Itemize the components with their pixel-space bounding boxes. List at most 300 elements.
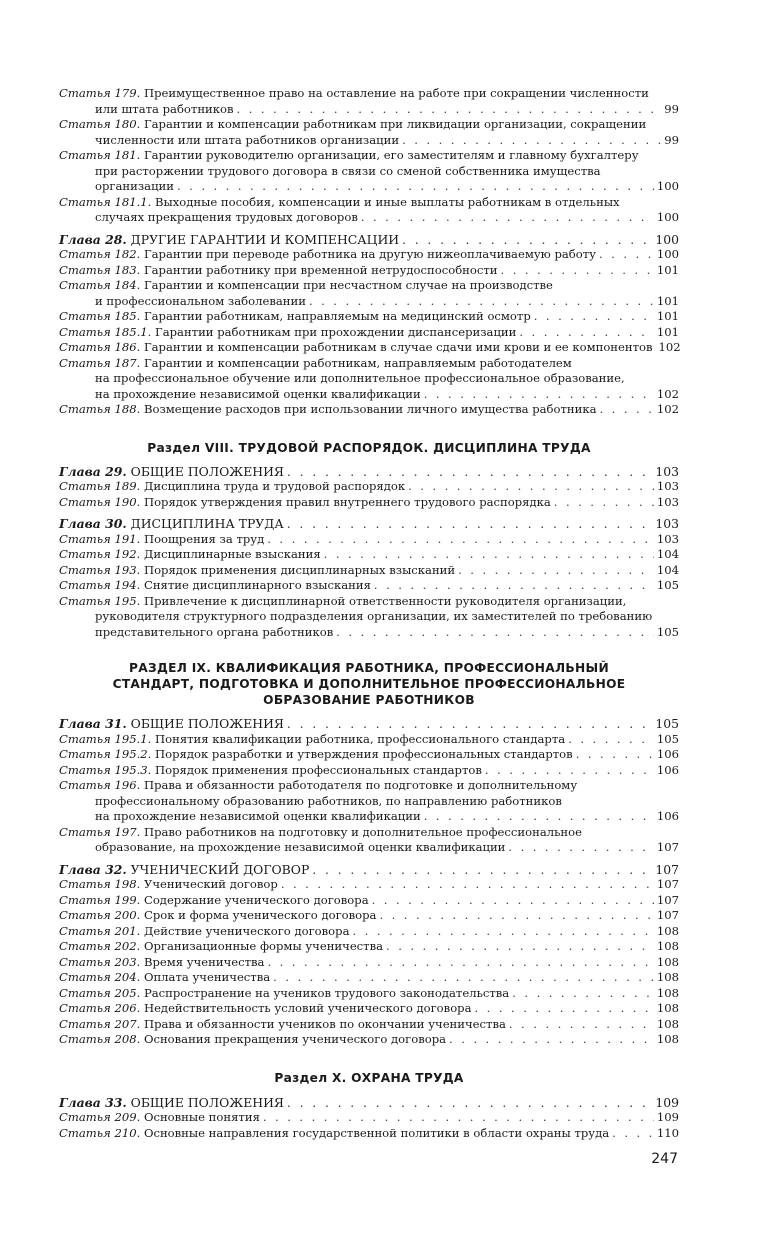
toc-line-text-wrap: [59, 563, 455, 579]
article-title: и профессиональном заболевании: [95, 293, 306, 308]
chapter-label: Глава 31.: [59, 716, 127, 731]
toc-entry-line: [59, 862, 679, 878]
toc-page-number: 101: [656, 293, 679, 308]
chapter-title: УЧЕНИЧЕСКИЙ ДОГОВОР: [130, 861, 310, 877]
toc-entry-line: [59, 102, 679, 118]
toc-entry-line: [59, 924, 679, 940]
toc-line-text-wrap: [59, 594, 626, 608]
toc-entry-line: [59, 986, 679, 1002]
toc-article-entry[interactable]: [59, 547, 679, 563]
toc-article-entry[interactable]: [59, 325, 679, 341]
toc-page-number: 101: [656, 309, 679, 323]
toc-article-entry[interactable]: [59, 1110, 679, 1126]
toc-entry-line: [59, 594, 679, 610]
toc-entry-line: [59, 340, 679, 356]
toc-article-entry[interactable]: [59, 402, 679, 418]
article-title: численности или штата работников организации: [95, 132, 400, 147]
toc-entry-line: [59, 609, 679, 625]
toc-article-entry[interactable]: [59, 939, 679, 955]
toc-page-number: 104: [656, 547, 679, 561]
article-label: Статья 179.: [59, 86, 141, 100]
toc-article-entry[interactable]: [59, 263, 679, 279]
article-label: Статья 195.: [59, 593, 141, 608]
article-label: Статья 204.: [59, 970, 141, 984]
dot-leader: [512, 986, 654, 1002]
article-label: Статья 181.1.: [59, 194, 152, 209]
toc-line-text-wrap: [59, 278, 553, 292]
toc-page-number: 101: [656, 324, 679, 339]
article-label: Статья 185.1.: [59, 324, 152, 339]
toc-page-number: 102: [656, 402, 679, 416]
article-label: Статья 180.: [59, 117, 141, 131]
toc-entry-line: [59, 532, 679, 548]
toc-line-text-wrap: [95, 609, 652, 623]
toc-page-number: 103: [656, 494, 679, 509]
article-title: Снятие дисциплинарного взыскания: [143, 578, 371, 592]
toc-article-entry[interactable]: [59, 908, 679, 924]
dot-leader: [509, 1017, 654, 1033]
toc-line-text-wrap: [59, 877, 278, 893]
toc-entry-line: [59, 356, 679, 372]
toc-article-entry[interactable]: [59, 278, 679, 309]
section-heading-line: Раздел X. ОХРАНА ТРУДА: [274, 1070, 464, 1085]
toc-line-text-wrap: [59, 263, 498, 279]
section-heading-line: РАЗДЕЛ IX. КВАЛИФИКАЦИЯ РАБОТНИКА, ПРОФЕССИОНАЛЬНЫЙ: [129, 661, 609, 675]
toc-line-text-wrap: [59, 908, 376, 924]
article-title: Порядок утверждения правил внутреннего трудового распорядка: [143, 494, 551, 509]
toc-line-text-wrap: [59, 86, 649, 100]
toc-article-entry[interactable]: [59, 495, 679, 511]
toc-page-number: 100: [656, 179, 679, 193]
article-title: Права и обязанности работодателя по подготовке и дополнительному: [143, 778, 578, 792]
dot-leader: [379, 908, 653, 924]
toc-entry-line: [59, 164, 679, 180]
article-title: Гарантии работнику при временной нетрудоспособности: [143, 262, 498, 277]
dot-leader: [424, 809, 654, 825]
article-title: Распространение на учеников трудового законодательства: [143, 985, 510, 1000]
chapter-title: ДРУГИЕ ГАРАНТИИ И КОМПЕНСАЦИИ: [130, 231, 400, 247]
toc-article-entry[interactable]: [59, 479, 679, 495]
toc-line-text-wrap: [59, 1032, 446, 1048]
dot-leader: [267, 955, 653, 971]
article-title: Поощрения за труд: [143, 531, 265, 546]
toc-article-entry[interactable]: [59, 732, 679, 748]
toc-line-text-wrap: [95, 133, 399, 149]
article-title: Порядок разработки и утверждения профессиональных стандартов: [155, 747, 573, 761]
toc-line-text-wrap: [59, 1095, 284, 1111]
article-title: Гарантии и компенсации работникам, направляемым работодателем: [143, 355, 572, 370]
dot-leader: [424, 387, 654, 403]
toc-entry-line: [59, 516, 679, 532]
dot-leader: [374, 578, 654, 594]
toc-entry-line: [59, 563, 679, 579]
dot-leader: [612, 1126, 654, 1142]
article-title: на профессиональное обучение или дополнительное профессиональное образование,: [95, 371, 625, 385]
article-title: Гарантии и компенсации работникам в случае сдачи ими крови и ее компонентов: [143, 340, 653, 354]
toc-article-entry[interactable]: [59, 1017, 679, 1033]
toc-page-number: 108: [656, 1001, 679, 1015]
toc-entry-line: [59, 148, 679, 164]
toc-page-number: 103: [655, 463, 679, 479]
article-label: Статья 182.: [59, 247, 141, 261]
article-label: Статья 183.: [59, 262, 141, 277]
article-title: образование, на прохождение независимой оценки квалификации: [95, 840, 506, 854]
article-title: Возмещение расходов при использовании личного имущества работника: [143, 402, 597, 416]
article-label: Статья 195.3.: [59, 762, 152, 777]
article-title: Выходные пособия, компенсации и иные выплаты работникам в отдельных: [155, 194, 620, 209]
toc-page-number: 100: [655, 231, 679, 247]
toc-entry-line: [59, 1001, 679, 1017]
article-label: Статья 186.: [59, 340, 141, 354]
dot-leader: [372, 893, 654, 909]
toc-page-number: 107: [656, 840, 679, 854]
chapter-label: Глава 30.: [59, 516, 127, 531]
dot-leader: [336, 625, 654, 641]
article-label: Статья 200.: [59, 908, 141, 922]
dot-leader: [287, 516, 653, 532]
toc-entry-line: [59, 1095, 679, 1111]
toc-line-text-wrap: [95, 625, 333, 641]
toc-page-number: 105: [655, 716, 679, 731]
toc-chapter-entry[interactable]: [59, 1095, 679, 1111]
toc-article-entry[interactable]: [59, 340, 679, 356]
article-label: Статья 209.: [59, 1110, 141, 1124]
toc-page-number: 108: [656, 923, 679, 938]
article-label: Статья 181.: [59, 148, 141, 162]
toc-entry-line: [59, 117, 679, 133]
article-label: Статья 210.: [59, 1125, 141, 1140]
dot-leader: [361, 210, 654, 226]
article-title: организации: [95, 179, 174, 193]
toc-entry-line: [59, 877, 679, 893]
dot-leader: [287, 1095, 652, 1111]
toc-chapter-entry[interactable]: [59, 516, 679, 532]
toc-line-text-wrap: [59, 939, 383, 955]
article-label: Статья 195.1.: [59, 731, 152, 746]
toc-entry-line: [59, 179, 679, 195]
toc-page-number: 107: [655, 861, 679, 877]
article-title: Дисциплинарные взыскания: [143, 547, 321, 561]
toc-page-number: 103: [656, 479, 679, 493]
toc-line-text-wrap: [59, 148, 639, 162]
dot-leader: [402, 232, 652, 248]
toc-entry-line: [59, 893, 679, 909]
toc-line-text-wrap: [59, 516, 284, 532]
toc-article-entry[interactable]: [59, 1126, 679, 1142]
toc-line-text-wrap: [95, 102, 234, 118]
toc-article-entry[interactable]: [59, 778, 679, 825]
toc-article-entry[interactable]: [59, 578, 679, 594]
toc-entry-line: [59, 955, 679, 971]
dot-leader: [600, 402, 654, 418]
toc-entry-line: [59, 578, 679, 594]
toc-entry-line: [59, 210, 679, 226]
toc-article-entry[interactable]: [59, 986, 679, 1002]
toc-article-entry[interactable]: [59, 148, 679, 195]
toc-entry-line: [59, 464, 679, 480]
toc-line-text-wrap: [59, 970, 270, 986]
dot-leader: [568, 732, 654, 748]
article-title: Основные понятия: [143, 1110, 260, 1124]
article-title: Гарантии работникам при прохождении диспансеризации: [155, 324, 517, 339]
toc-article-entry[interactable]: [59, 825, 679, 856]
toc-page-number: 108: [656, 985, 679, 1000]
toc-article-entry[interactable]: [59, 1001, 679, 1017]
dot-leader: [267, 532, 654, 548]
toc-article-entry[interactable]: [59, 117, 679, 148]
toc-page-number: 108: [656, 954, 679, 969]
dot-leader: [519, 325, 654, 341]
toc-line-text-wrap: [59, 547, 321, 563]
article-label: Статья 195.2.: [59, 747, 152, 761]
toc-page-number: 108: [656, 939, 679, 953]
section-heading-line: Раздел VIII. ТРУДОВОЙ РАСПОРЯДОК. ДИСЦИПЛИНА ТРУДА: [147, 440, 591, 455]
article-label: Статья 190.: [59, 494, 141, 509]
toc-page-number: 105: [656, 731, 679, 746]
toc-line-text-wrap: [59, 778, 577, 792]
chapter-title: ОБЩИЕ ПОЛОЖЕНИЯ: [130, 716, 284, 731]
article-label: Статья 187.: [59, 355, 141, 370]
article-title: Гарантии работникам, направляемым на медицинский осмотр: [143, 309, 531, 323]
toc-entry-line: [59, 825, 679, 841]
toc-entry-line: [59, 387, 679, 403]
toc-article-entry[interactable]: [59, 86, 679, 117]
toc-chapter-entry[interactable]: [59, 232, 679, 248]
dot-leader: [599, 247, 654, 263]
article-title: Время ученичества: [143, 954, 265, 969]
toc-line-text-wrap: [59, 986, 509, 1002]
toc-page-number: 108: [656, 1016, 679, 1031]
toc-chapter-entry[interactable]: [59, 464, 679, 480]
toc-entry-line: [59, 840, 679, 856]
section-heading: [59, 660, 679, 708]
dot-leader: [554, 495, 654, 511]
toc-page-number: 105: [656, 578, 679, 592]
toc-page-number: 110: [656, 1125, 679, 1140]
dot-leader: [576, 747, 654, 763]
toc-entry-line: [59, 247, 679, 263]
section-heading-line: СТАНДАРТ, ПОДГОТОВКА И ДОПОЛНИТЕЛЬНОЕ ПРОФЕССИОНАЛЬНОЕ: [112, 677, 626, 691]
article-title: Преимущественное право на оставление на работе при сокращении численности: [143, 86, 649, 100]
toc-line-text-wrap: [95, 371, 625, 385]
toc-page-number: 108: [656, 970, 679, 984]
dot-leader: [309, 294, 654, 310]
article-title: Срок и форма ученического договора: [143, 908, 377, 922]
toc-entry-line: [59, 763, 679, 779]
article-label: Статья 199.: [59, 892, 141, 907]
dot-leader: [508, 840, 653, 856]
toc-line-text-wrap: [59, 732, 565, 748]
toc-page-number: 100: [656, 210, 679, 224]
toc-line-text-wrap: [59, 325, 516, 341]
toc-entry-line: [59, 278, 679, 294]
dot-leader: [402, 133, 661, 149]
toc-article-entry[interactable]: [59, 563, 679, 579]
dot-leader: [534, 309, 654, 325]
toc-entry-line: [59, 1017, 679, 1033]
toc-line-text-wrap: [59, 532, 264, 548]
article-label: Статья 191.: [59, 531, 141, 546]
toc-page-number: 99: [664, 132, 679, 147]
toc-line-text-wrap: [95, 794, 562, 808]
toc-entry-line: [59, 625, 679, 641]
dot-leader: [312, 862, 652, 878]
toc-article-entry[interactable]: [59, 763, 679, 779]
article-label: Статья 196.: [59, 778, 141, 792]
toc-page-number: 103: [656, 531, 679, 546]
toc-page-number: 102: [656, 386, 679, 401]
toc-article-entry[interactable]: [59, 247, 679, 263]
toc-chapter-entry[interactable]: [59, 716, 679, 732]
toc-entry-line: [59, 716, 679, 732]
toc-line-text-wrap: [95, 179, 174, 195]
toc-entry-line: [59, 747, 679, 763]
toc-entry-line: [59, 479, 679, 495]
article-title: Гарантии при переводе работника на другую нижеоплачиваемую работу: [143, 247, 596, 261]
toc-article-entry[interactable]: [59, 970, 679, 986]
toc-page-number: 109: [656, 1110, 679, 1124]
article-title: Действие ученического договора: [143, 923, 350, 938]
toc-article-entry[interactable]: [59, 893, 679, 909]
toc-entry-line: [59, 970, 679, 986]
dot-leader: [352, 924, 653, 940]
dot-leader: [458, 563, 654, 579]
chapter-title: ОБЩИЕ ПОЛОЖЕНИЯ: [130, 463, 284, 479]
article-title: Основания прекращения ученического договора: [143, 1032, 447, 1046]
toc-page-number: 99: [664, 101, 679, 116]
toc-article-entry[interactable]: [59, 594, 679, 641]
toc-page-number: 104: [656, 562, 679, 577]
toc-line-text-wrap: [95, 294, 306, 310]
article-title: Организационные формы ученичества: [143, 939, 384, 953]
toc-line-text-wrap: [59, 747, 573, 763]
toc-article-entry[interactable]: [59, 1032, 679, 1048]
toc-line-text-wrap: [59, 117, 646, 131]
table-of-contents: [59, 86, 679, 1141]
toc-article-entry[interactable]: [59, 924, 679, 940]
toc-entry-line: [59, 133, 679, 149]
article-title: Порядок применения профессиональных стандартов: [155, 762, 482, 777]
toc-article-entry[interactable]: [59, 877, 679, 893]
toc-article-entry[interactable]: [59, 309, 679, 325]
toc-page-number: 106: [656, 747, 679, 761]
toc-chapter-entry[interactable]: [59, 862, 679, 878]
article-label: Статья 194.: [59, 578, 141, 592]
toc-entry-line: [59, 232, 679, 248]
chapter-label: Глава 33.: [59, 1094, 127, 1110]
article-title: Дисциплина труда и трудовой распорядок: [143, 479, 406, 493]
toc-page-number: 107: [656, 908, 679, 922]
toc-entry-line: [59, 778, 679, 794]
section-heading: [59, 1070, 679, 1086]
toc-line-text-wrap: [95, 210, 358, 226]
article-title: Гарантии и компенсации при несчастном случае на производстве: [143, 278, 553, 292]
toc-article-entry[interactable]: [59, 955, 679, 971]
dot-leader: [177, 179, 654, 195]
article-title: руководителя структурного подразделения организации, их заместителей по требованию: [95, 609, 653, 623]
article-title: Недействительность условий ученического договора: [143, 1001, 472, 1015]
toc-entry-line: [59, 294, 679, 310]
chapter-label: Глава 32.: [59, 861, 127, 877]
dot-leader: [324, 547, 654, 563]
article-title: случаях прекращения трудовых договоров: [95, 210, 358, 224]
article-label: Статья 193.: [59, 562, 141, 577]
toc-line-text-wrap: [59, 763, 482, 779]
toc-article-entry[interactable]: [59, 532, 679, 548]
toc-line-text-wrap: [59, 247, 596, 263]
dot-leader: [408, 479, 654, 495]
dot-leader: [263, 1110, 654, 1126]
toc-page-number: 101: [656, 262, 679, 277]
article-label: Статья 189.: [59, 479, 141, 493]
toc-entry-line: [59, 325, 679, 341]
toc-line-text-wrap: [95, 164, 601, 178]
section-heading: [59, 440, 679, 456]
toc-line-text-wrap: [59, 716, 284, 732]
article-title: представительного органа работников: [95, 624, 334, 639]
toc-page-number: 107: [656, 877, 679, 891]
article-title: Понятия квалификации работника, профессионального стандарта: [155, 731, 566, 746]
article-label: Статья 197.: [59, 824, 141, 839]
dot-leader: [501, 263, 654, 279]
article-label: Статья 207.: [59, 1016, 141, 1031]
toc-entry-line: [59, 1032, 679, 1048]
toc-page-number: 106: [656, 809, 679, 823]
dot-leader: [281, 877, 654, 893]
dot-leader: [273, 970, 654, 986]
toc-line-text-wrap: [59, 495, 551, 511]
article-label: Статья 206.: [59, 1001, 141, 1015]
toc-entry-line: [59, 371, 679, 387]
toc-entry-line: [59, 263, 679, 279]
article-title: Право работников на подготовку и дополнительное профессиональное: [143, 824, 582, 839]
toc-line-text-wrap: [59, 195, 620, 209]
toc-entry-line: [59, 809, 679, 825]
toc-line-text-wrap: [95, 809, 421, 825]
toc-article-entry[interactable]: [59, 747, 679, 763]
toc-line-text-wrap: [59, 578, 371, 594]
toc-entry-line: [59, 86, 679, 102]
toc-page-number: 103: [655, 516, 679, 531]
chapter-title: ОБЩИЕ ПОЛОЖЕНИЯ: [130, 1094, 284, 1110]
dot-leader: [485, 763, 654, 779]
toc-page-number: 102: [658, 340, 681, 354]
chapter-label: Глава 28.: [59, 231, 127, 247]
toc-line-text-wrap: [59, 1126, 609, 1142]
toc-line-text-wrap: [59, 479, 405, 495]
toc-line-text-wrap: [59, 309, 531, 325]
toc-page-number: 107: [656, 892, 679, 907]
toc-page-number: 105: [656, 624, 679, 639]
toc-line-text-wrap: [59, 232, 399, 248]
article-label: Статья 188.: [59, 402, 141, 416]
toc-page-number: 106: [656, 762, 679, 777]
article-label: Статья 203.: [59, 954, 141, 969]
toc-entry-line: [59, 495, 679, 511]
dot-leader: [386, 939, 654, 955]
toc-line-text-wrap: [59, 825, 582, 839]
article-label: Статья 185.: [59, 309, 141, 323]
toc-line-text-wrap: [95, 387, 421, 403]
article-title: Гарантии и компенсации работникам при ликвидации организации, сокращении: [143, 117, 647, 131]
toc-entry-line: [59, 309, 679, 325]
toc-article-entry[interactable]: [59, 356, 679, 403]
toc-article-entry[interactable]: [59, 195, 679, 226]
article-label: Статья 201.: [59, 923, 141, 938]
dot-leader: [449, 1032, 654, 1048]
article-title: или штата работников: [95, 101, 234, 116]
toc-line-text-wrap: [59, 1110, 260, 1126]
